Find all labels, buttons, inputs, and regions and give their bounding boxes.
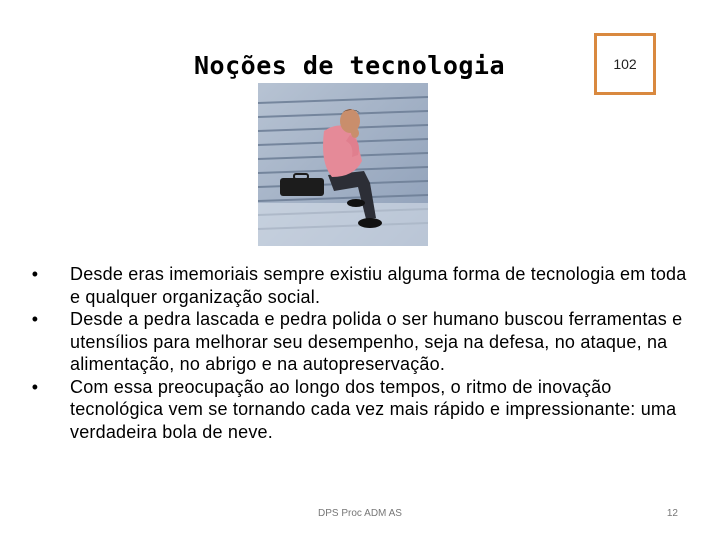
number-badge — [594, 33, 656, 95]
bullet-icon: • — [31, 309, 39, 329]
footer-text: DPS Proc ADM AS — [318, 508, 402, 519]
list-item — [28, 263, 698, 308]
bullet-text: Com essa preocupação ao longo dos tempos, o ritmo de inovação tecnológica vem se tornando cada vez mais rápido e impressionante: uma verdadeira bola de neve. — [70, 376, 677, 442]
bullet-list — [28, 263, 698, 443]
bullet-icon: • — [31, 376, 39, 397]
bullet-icon: • — [31, 264, 39, 284]
man-on-stairs-photo — [258, 83, 428, 246]
bullet-text: Desde eras imemoriais sempre existiu alguma forma de tecnologia em toda e qualquer organização social. — [70, 264, 687, 307]
slide-title: Noções de tecnologia — [194, 51, 506, 80]
badge-number: 102 — [613, 56, 637, 72]
bullet-text: Desde a pedra lascada e pedra polida o ser humano buscou ferramentas e utensílios para melhorar seu desempenho, seja na defesa, no ataque, na alimentação, no abrigo e na autopreservação. — [70, 309, 683, 374]
list-item — [28, 308, 698, 376]
list-item — [28, 376, 698, 444]
page-number: 12 — [666, 508, 678, 519]
photo-illustration — [258, 83, 428, 246]
